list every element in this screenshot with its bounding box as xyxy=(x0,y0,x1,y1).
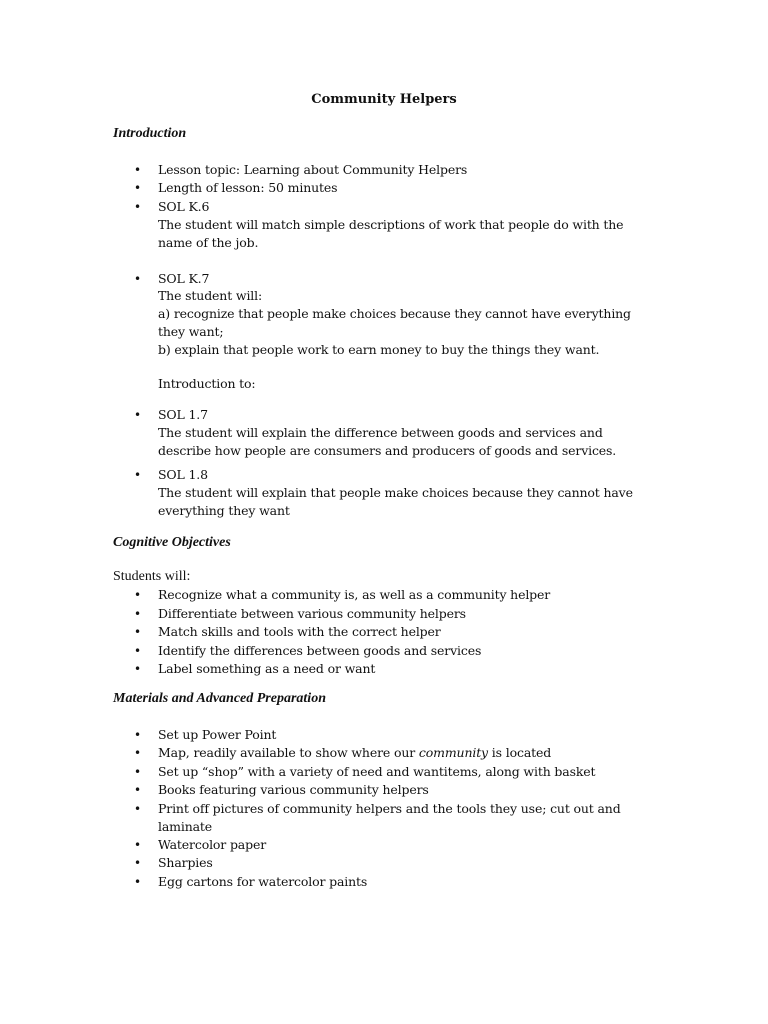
bullet-icon: • xyxy=(134,181,142,195)
bullet-icon: • xyxy=(134,607,142,621)
materials-heading: Materials and Advanced Preparation xyxy=(113,691,326,706)
bullet-icon: • xyxy=(134,588,142,602)
bullet-icon: • xyxy=(134,163,142,177)
sol-k7-text: The student will: xyxy=(158,288,263,303)
sol-17-label: SOL 1.7 xyxy=(158,407,208,422)
material-item: Watercolor paper xyxy=(158,837,267,852)
bullet-icon: • xyxy=(134,783,142,797)
sol-18-label: SOL 1.8 xyxy=(158,467,208,482)
bullet-icon: • xyxy=(134,468,142,482)
bullet-icon: • xyxy=(134,765,142,779)
sol-k7-text: b) explain that people work to earn money to buy the things they want. xyxy=(158,342,600,357)
material-text: Map, readily available to show where our xyxy=(158,745,419,760)
objective-item: Recognize what a community is, as well as a community helper xyxy=(158,587,551,602)
bullet-icon: • xyxy=(134,408,142,422)
bullet-icon: • xyxy=(134,625,142,639)
sol-18-text: The student will explain that people make choices because they cannot have xyxy=(158,485,633,500)
bullet-icon: • xyxy=(134,746,142,760)
material-item xyxy=(158,745,551,760)
material-item-continued: laminate xyxy=(158,819,213,834)
bullet-icon: • xyxy=(134,644,142,658)
lesson-length: Length of lesson: 50 minutes xyxy=(158,180,338,195)
bullet-icon: • xyxy=(134,875,142,889)
sol-17-text: The student will explain the difference between goods and services and xyxy=(158,425,603,440)
introduction-to-label: Introduction to: xyxy=(158,376,256,391)
material-item: Set up Power Point xyxy=(158,727,277,742)
sol-18-text: everything they want xyxy=(158,503,290,518)
bullet-icon: • xyxy=(134,662,142,676)
students-will-label: Students will: xyxy=(113,569,191,584)
lesson-topic: Lesson topic: Learning about Community Helpers xyxy=(158,162,468,177)
material-text: is located xyxy=(487,745,552,760)
material-item: Books featuring various community helpers xyxy=(158,782,429,797)
sol-k6-label: SOL K.6 xyxy=(158,199,210,214)
introduction-heading: Introduction xyxy=(113,126,187,141)
sol-k6-text: name of the job. xyxy=(158,235,259,250)
sol-k7-text: they want; xyxy=(158,324,224,339)
objective-item: Identify the differences between goods and services xyxy=(158,643,482,658)
objective-item: Label something as a need or want xyxy=(158,661,376,676)
bullet-icon: • xyxy=(134,838,142,852)
objective-item: Differentiate between various community helpers xyxy=(158,606,466,621)
sol-k7-text: a) recognize that people make choices because they cannot have everything xyxy=(158,306,631,321)
sol-17-text: describe how people are consumers and producers of goods and services. xyxy=(158,443,617,458)
material-item: Sharpies xyxy=(158,855,213,870)
bullet-icon: • xyxy=(134,200,142,214)
bullet-icon: • xyxy=(134,802,142,816)
objective-item: Match skills and tools with the correct helper xyxy=(158,624,441,639)
cognitive-objectives-heading: Cognitive Objectives xyxy=(113,535,231,550)
community-emphasis: community xyxy=(418,745,488,760)
bullet-icon: • xyxy=(134,856,142,870)
sol-k7-label: SOL K.7 xyxy=(158,271,210,286)
bullet-icon: • xyxy=(134,272,142,286)
material-item: Set up “shop” with a variety of need and wantitems, along with basket xyxy=(158,764,596,779)
document-title: Community Helpers xyxy=(311,92,457,107)
material-item: Egg cartons for watercolor paints xyxy=(158,874,368,889)
sol-k6-text: The student will match simple descriptions of work that people do with the xyxy=(158,217,624,232)
material-item: Print off pictures of community helpers and the tools they use; cut out and xyxy=(158,801,621,816)
bullet-icon: • xyxy=(134,728,142,742)
